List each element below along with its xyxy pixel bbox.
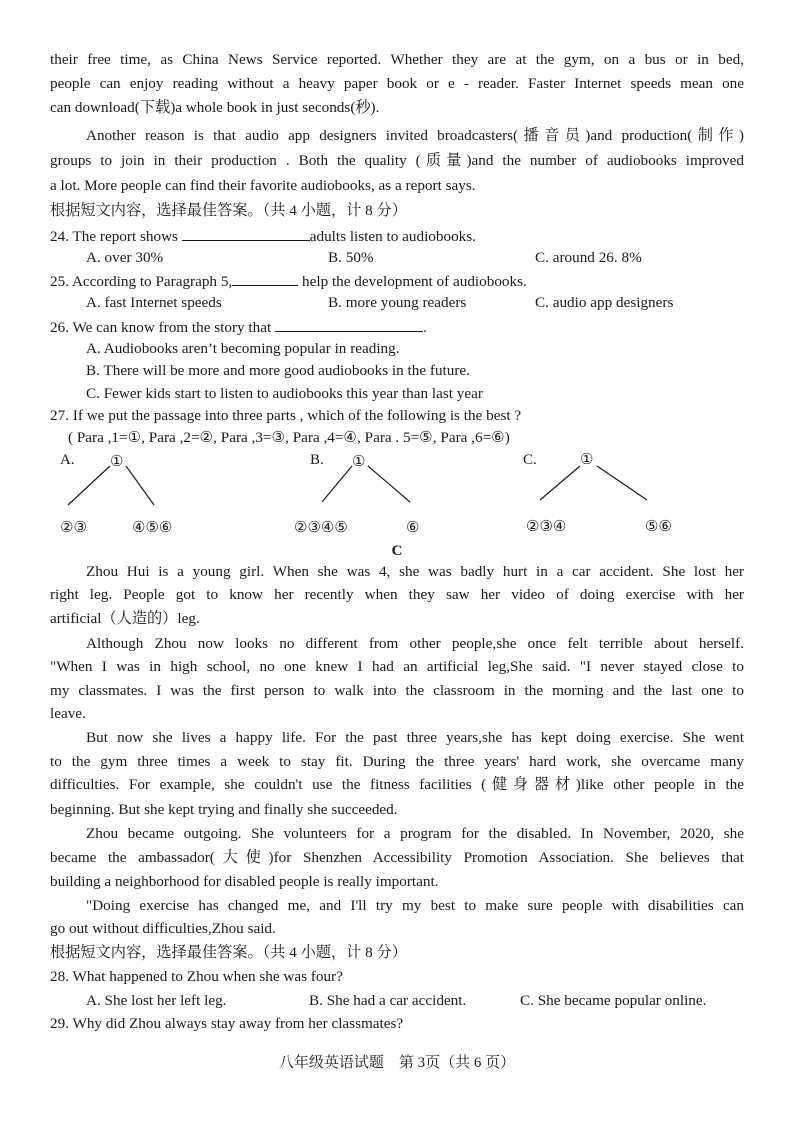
option-a: A. over 30% [86, 249, 164, 266]
stem-part: 25. According to Paragraph 5, [50, 273, 233, 290]
passage-line: beginning. But she kept trying and finally she succeeded. [50, 801, 398, 818]
passage-line: leave. [50, 705, 86, 722]
passage-line: Zhou Hui is a young girl. When she was 4, she was badly hurt in a car accident. She lost her [86, 563, 744, 580]
option-c: C. Fewer kids start to listen to audiobooks this year than last year [86, 385, 483, 402]
question-27-stem: 27. If we put the passage into three parts , which of the following is the best ? [50, 407, 522, 424]
passage-line: my classmates. I was the first person to walk into the classroom in the morning and the last one to [50, 682, 744, 699]
tree-c-root: ① [580, 452, 594, 468]
stem-part: help the development of audiobooks. [298, 273, 527, 290]
tree-a-left-branch [68, 466, 110, 505]
tree-c-left-leaf: ②③④ [526, 519, 567, 535]
passage-line: difficulties. For example, she couldn't use the fitness facilities (健身器材)like other people in the [50, 776, 744, 793]
tree-b-right-branch [368, 466, 410, 502]
passage-line: people can enjoy reading without a heavy paper book or e - reader. Faster Internet speeds mean one [50, 75, 744, 92]
tree-b-left-leaf: ②③④⑤ [294, 520, 348, 536]
option-b: B. 50% [328, 249, 374, 266]
tree-b-right-leaf: ⑥ [406, 520, 420, 536]
passage-line: Zhou became outgoing. She volunteers for a program for the disabled. In November, 2020, she [86, 825, 744, 842]
instruction: 根据短文内容，选择最佳答案。（共 4 小题，计 8 分） [50, 202, 407, 219]
paragraph-key: ( Para ,1=①, Para ,2=②, Para ,3=③, Para ,4=④, Para . 5=⑤, Para ,6=⑥) [68, 429, 510, 446]
option-c: C. She became popular online. [520, 992, 707, 1009]
tree-c-left-branch [540, 466, 580, 500]
question-29-stem: 29. Why did Zhou always stay away from her classmates? [50, 1015, 404, 1032]
stem-part: adults listen to audiobooks. [309, 228, 476, 245]
tree-b-left-branch [322, 466, 352, 502]
tree-b-letter: B. [310, 452, 324, 468]
tree-a-right-leaf: ④⑤⑥ [132, 520, 173, 536]
passage-line: can download(下载)a whole book in just seconds(秒). [50, 99, 380, 116]
stem-part: 24. The report shows [50, 228, 182, 245]
option-b: B. There will be more and more good audiobooks in the future. [86, 362, 470, 379]
option-b: B. She had a car accident. [309, 992, 467, 1009]
option-c: C. around 26. 8% [535, 249, 642, 266]
passage-line: a lot. More people can find their favorite audiobooks, as a report says. [50, 177, 476, 194]
passage-line: But now she lives a happy life. For the past three years,she has kept doing exercise. She went [86, 729, 744, 746]
section-heading: C [391, 542, 403, 559]
option-a: A. fast Internet speeds [86, 294, 222, 311]
question-28-stem: 28. What happened to Zhou when she was four? [50, 968, 343, 985]
passage-line: building a neighborhood for disabled people is really important. [50, 873, 439, 890]
tree-a-right-branch [126, 466, 154, 505]
passage-line: to the gym three times a week to stay fit. During the three years' hard work, she overcame many [50, 753, 744, 770]
structure-trees [0, 0, 794, 560]
option-c: C. audio app designers [535, 294, 674, 311]
passage-line: right leg. People got to know her recently when they saw her video of doing exercise with her [50, 586, 744, 603]
tree-b-root: ① [352, 454, 366, 470]
tree-a-letter: A. [60, 452, 75, 468]
passage-line: groups to join in their production . Both the quality (质量)and the number of audiobooks improved [50, 152, 744, 169]
tree-a-root: ① [110, 454, 124, 470]
stem-part: 26. We can know from the story that [50, 319, 275, 336]
tree-c-right-leaf: ⑤⑥ [645, 519, 672, 535]
page-footer: 八年级英语试题 第 3页（共 6 页） [278, 1055, 516, 1071]
passage-line: "When I was in high school, no one knew I had an artificial leg,She said. "I never stayed close to [50, 658, 744, 675]
passage-line: artificial（人造的）leg. [50, 610, 200, 627]
tree-c-letter: C. [523, 452, 537, 468]
passage-line: Although Zhou now looks no different from other people,she once felt terrible about herself. [86, 635, 744, 652]
passage-line: go out without difficulties,Zhou said. [50, 920, 276, 937]
instruction: 根据短文内容，选择最佳答案。（共 4 小题，计 8 分） [50, 944, 407, 961]
option-a: A. She lost her left leg. [86, 992, 227, 1009]
passage-line: Another reason is that audio app designers invited broadcasters(播音员)and production(制作) [86, 127, 744, 144]
stem-part: . [423, 319, 427, 336]
option-b: B. more young readers [328, 294, 467, 311]
passage-line: their free time, as China News Service reported. Whether they are at the gym, on a bus or in bed, [50, 51, 744, 68]
tree-c-right-branch [597, 466, 647, 500]
passage-line: "Doing exercise has changed me, and I'll try my best to make sure people with disabilities can [86, 897, 744, 914]
passage-line: became the ambassador(大使)for Shenzhen Accessibility Promotion Association. She believes that [50, 849, 744, 866]
option-a: A. Audiobooks aren’t becoming popular in reading. [86, 340, 400, 357]
tree-a-left-leaf: ②③ [60, 520, 87, 536]
